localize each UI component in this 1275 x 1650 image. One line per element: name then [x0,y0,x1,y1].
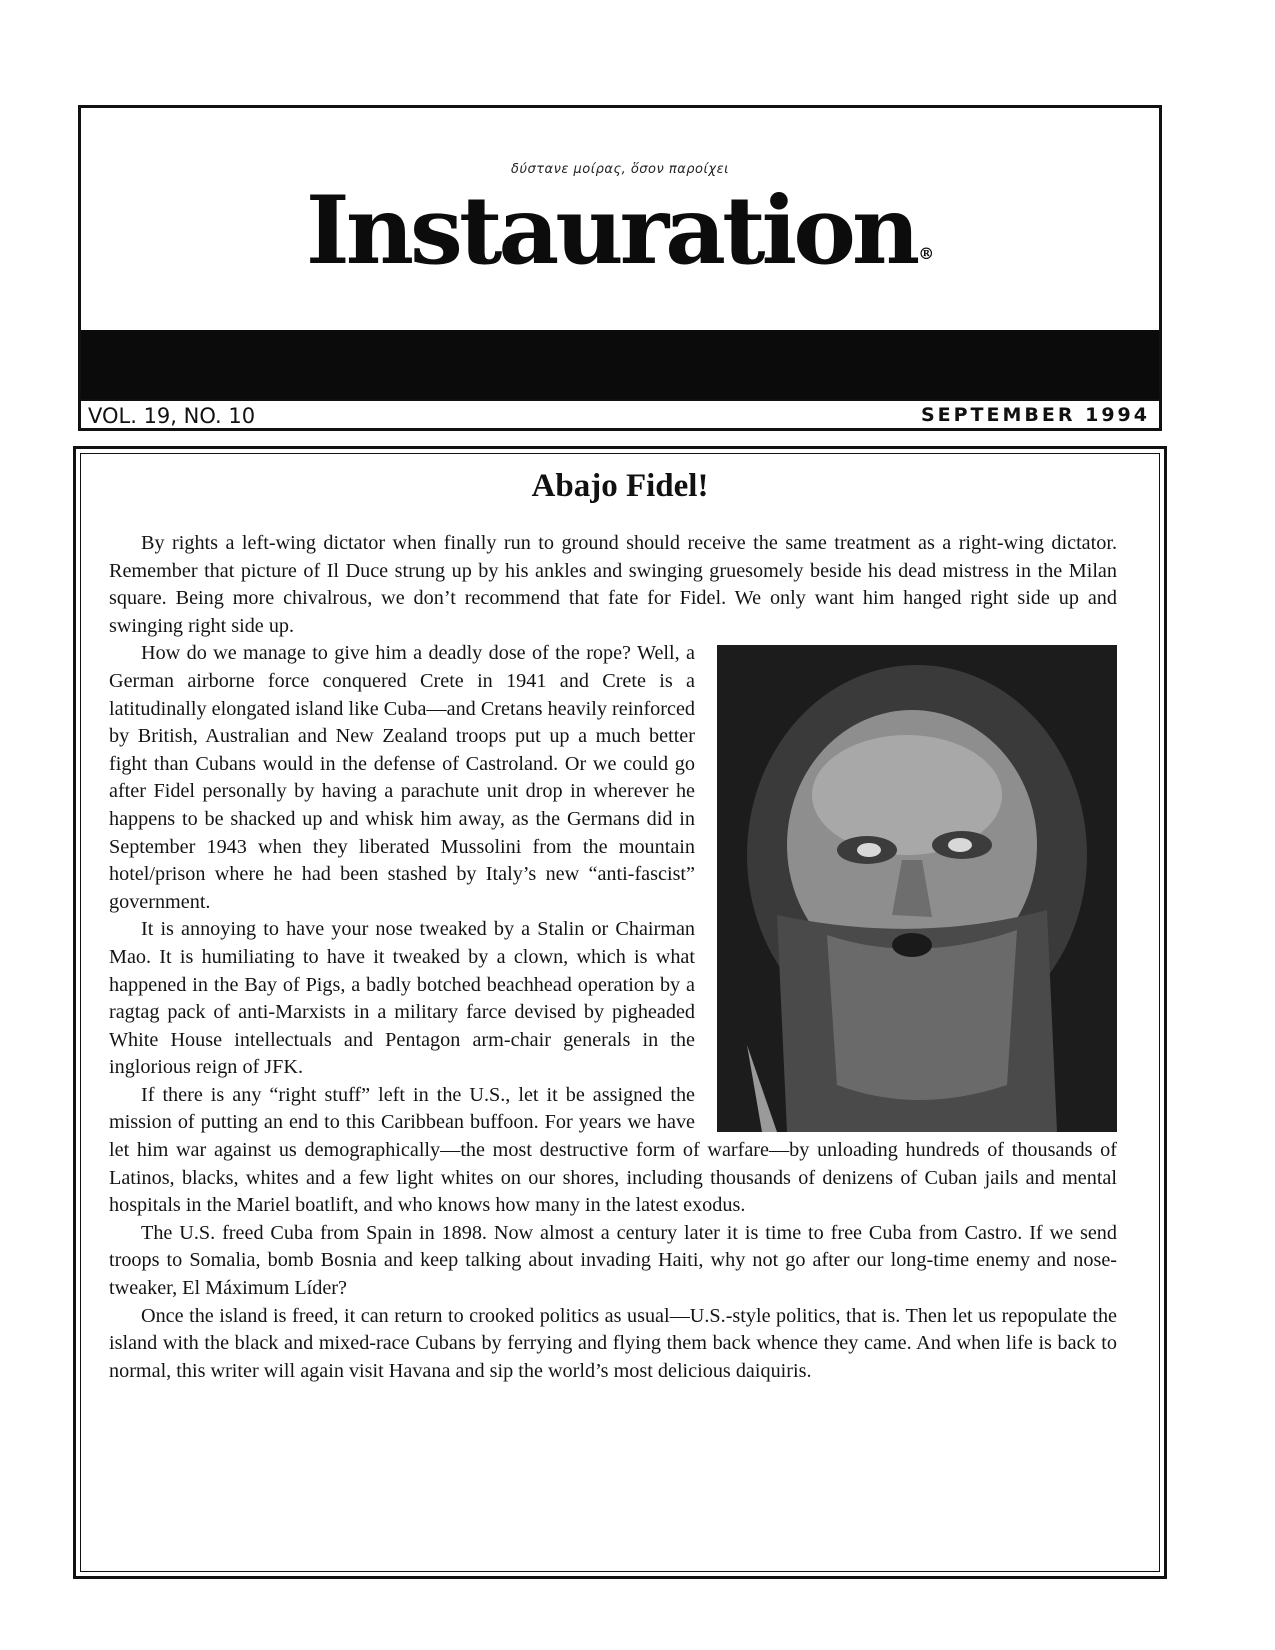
article-paragraph-5: The U.S. freed Cuba from Spain in 1898. Now almost a century later it is time to free Cuba from Castro. If we send troops to Somalia, bomb Bosnia and keep talking about invading Haiti, why not go after our long-time enemy and nose-tweaker, El Máximum Líder? [109,1221,1117,1300]
publication-title [81,176,1159,286]
issue-date: SEPTEMBER 1994 [920,404,1150,426]
issue-info-row [81,399,1159,433]
article-paragraph-1: By rights a left-wing dictator when finally run to ground should receive the same treatment as a right-wing dictator. Remember that picture of Il Duce strung up by his ankles and swinging gruesomely beside his dead mistress in the Milan square. Being more chivalrous, we don’t recommend that fate for Fidel. We only want him hanged right side up and swinging right side up. [109,532,1117,637]
masthead-black-bar [81,330,1159,399]
registered-mark: ® [918,244,935,263]
article-body [109,530,1117,1385]
volume-number: VOL. 19, NO. 10 [88,404,256,428]
article-paragraph-4: If there is any “right stuff” left in the U.S., let it be assigned the mission of putting an end to this Caribbean buffoon. For years we have let him war against us demographically—the most destructive form of warfare—by unloading hundreds of thousands of Latinos, blacks, whites and a few light whites on our shores, including thousands of denizens of Cuban jails and mental hospitals in the Mariel boatlift, and who knows how many in the latest exodus. [109,1083,1117,1217]
article-paragraph-2: How do we manage to give him a deadly dose of the rope? Well, a German airborne force conquered Crete in 1941 and Crete is a latitudinally elongated island like Cuba—and Cretans heavily reinforced by British, Australian and New Zealand troops put up a much better fight than Cubans would in the defense of Castroland. Or we could go after Fidel personally by having a parachute unit drop in wherever he happens to be shacked up and whisk him away, as the Germans did in September 1943 when they liberated Mussolini from the mountain hotel/prison where he had been stashed by Italy’s new “anti-fascist” government. [109,642,695,913]
article-inner-frame [80,453,1160,1572]
publication-title-text: Instauration [305,176,917,286]
portrait-illustration [717,645,1117,1132]
article-box [73,446,1167,1579]
article-headline: Abajo Fidel! [531,468,709,504]
portrait-photo [717,645,1117,1132]
masthead-motto: δύστανε μοίρας, ὅσον παροίχει [510,162,730,177]
article-paragraph-3: It is annoying to have your nose tweaked by a Stalin or Chairman Mao. It is humiliating to have it tweaked by a clown, which is what happened in the Bay of Pigs, a badly botched beachhead operation by a ragtag pack of anti-Marxists in a military farce devised by pigheaded White House intellectuals and Pentagon arm-chair generals in the inglorious reign of JFK. [109,918,695,1079]
article-paragraph-6: Once the island is freed, it can return to crooked politics as usual—U.S.-style politics, that is. Then let us repopulate the island with the black and mixed-race Cubans by ferrying and flying them back whence they came. And when life is back to normal, this writer will again visit Havana and sip the world’s most delicious daiquiris. [109,1304,1117,1382]
masthead [78,105,1162,431]
